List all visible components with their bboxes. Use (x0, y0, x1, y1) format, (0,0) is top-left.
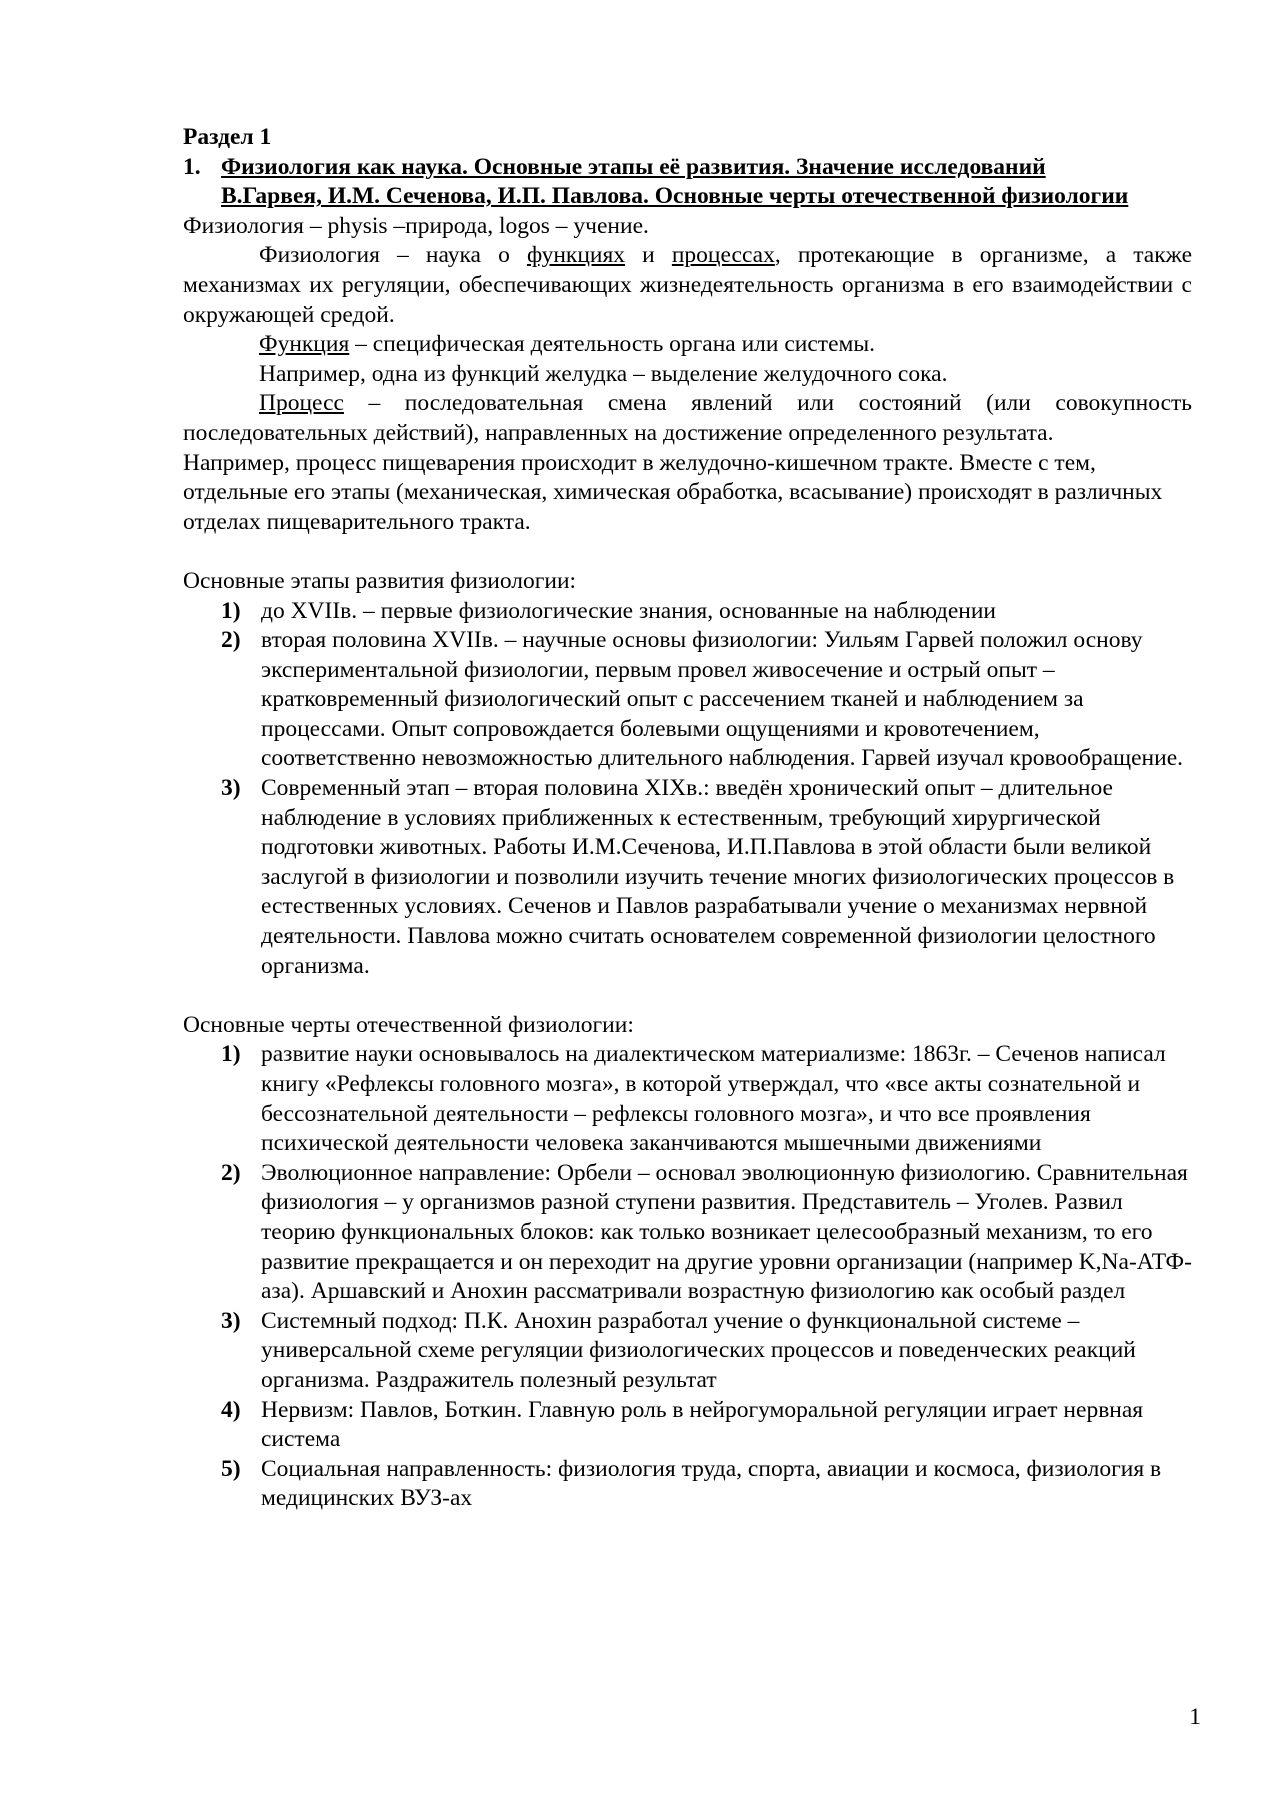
definition-paragraph (183, 241, 1192, 330)
features-list (183, 1040, 1192, 1514)
blank-line (183, 537, 1192, 567)
function-example: Например, одна из функций желудка – выделение желудочного сока. (259, 360, 948, 387)
stages-list (183, 597, 1192, 982)
term-functions: функциях (526, 242, 626, 269)
process-definition: – последовательная смена явлений или состояний (или совокупность последовательных действий), направленных на достижение определенного результата. (183, 390, 1192, 446)
list-item-number: 5) (221, 1455, 241, 1482)
list-item-text: до XVIIв. – первые физиологические знания, основанные на наблюдении (261, 597, 996, 624)
process-example: Например, процесс пищеварения происходит в желудочно-кишечном тракте. Вместе с тем, отдельные его этапы (механическая, химическая обработка, всасывание) происходят в различных отделах пищеварительного тракта. (183, 449, 1163, 535)
list-item (183, 1040, 1192, 1158)
list-item-text: Эволюционное направление: Орбели – основал эволюционную физиологию. Сравнительная физиология – у организмов разной ступени развития. Представитель – Уголев. Развил теорию функциональных блоков: как только возникает целесообразный механизм, то его развитие прекращается и он переходит на другие уровни организации (например K,Na-АТФ-аза). Аршавский и Анохин рассматривали возрастную физиологию как особый раздел (261, 1159, 1192, 1305)
list-item (183, 1159, 1192, 1307)
section-title: Раздел 1 (183, 124, 272, 150)
definition-start: Физиология – наука о (259, 242, 527, 269)
list-item-number: 4) (221, 1396, 241, 1423)
function-paragraph (183, 330, 1192, 360)
list-item-text: Системный подход: П.К. Анохин разработал учение о функциональной системе – универсальной схеме регуляции физиологических процессов и поведенческих реакций организма. Раздражитель полезный результат (261, 1307, 1136, 1393)
list-item (183, 626, 1192, 774)
heading-number: 1. (183, 153, 201, 180)
list-item (183, 774, 1192, 981)
list-item-number: 3) (221, 775, 241, 802)
blank-line (183, 981, 1192, 1011)
etymology-line: Физиология – physis –природа, logos – учение. (183, 212, 649, 239)
definition-and: и (625, 242, 672, 269)
list-item-text: Социальная направленность: физиология труда, спорта, авиации и космоса, физиология в медицинских ВУЗ-ах (261, 1455, 1162, 1512)
list-item (183, 1307, 1192, 1396)
list-item (183, 1455, 1192, 1514)
function-definition: – специфическая деятельность органа или системы. (349, 331, 876, 358)
list-item-number: 1) (221, 597, 241, 624)
list-item-number: 2) (221, 627, 241, 654)
definition-end: , протекающие в организме, а также механизмах их регуляции, обеспечивающих жизнедеятельность организма в его взаимодействии с окружающей средой. (183, 242, 1193, 328)
term-function: Функция (259, 331, 350, 358)
page-number: 1 (1189, 1704, 1201, 1730)
list-item-text: Нервизм: Павлов, Боткин. Главную роль в нейрогуморальной регуляции играет нервная система (261, 1396, 1144, 1453)
list-item-text: Современный этап – вторая половина XIXв.: введён хронический опыт – длительное наблюдение в условиях приближенных к естественным, требующий хирургической подготовки животных. Работы И.М.Сеченова, И.П.Павлова в этой области были великой заслугой в физиологии и позволили изучить течение многих физиологических процессов в естественных условиях. Сеченов и Павлов разрабатывали учение о механизмах нервной деятельности. Павлова можно считать основателем современной физиологии целостного организма. (261, 775, 1175, 979)
list-item-number: 2) (221, 1159, 241, 1186)
list-item-text: вторая половина XVIIв. – научные основы физиологии: Уильям Гарвей положил основу экспериментальной физиологии, первым провел живосечение и острый опыт – кратковременный физиологический опыт с рассечением тканей и наблюдением за процессами. Опыт сопровождается болевыми ощущениями и кровотечением, соответственно невозможностью длительного наблюдения. Гарвей изучал кровообращение. (261, 627, 1184, 772)
list-item-number: 3) (221, 1307, 241, 1334)
features-title: Основные черты отечественной физиологии: (183, 1011, 634, 1038)
stages-title: Основные этапы развития физиологии: (183, 567, 577, 594)
topic-heading (183, 153, 1192, 212)
term-processes: процессах (671, 242, 775, 269)
heading-text: Физиология как наука. Основные этапы её развития. Значение исследований В.Гарвея, И.М. Сеченова, И.П. Павлова. Основные черты отечественной физиологии (221, 153, 1129, 210)
list-item (183, 1396, 1192, 1455)
list-item-text: развитие науки основывалось на диалектическом материализме: 1863г. – Сеченов написал книгу «Рефлексы головного мозга», в которой утверждал, что «все акты сознательной и бессознательной деятельности – рефлексы головного мозга», и что все проявления психической деятельности человека заканчиваются мышечными движениями (261, 1041, 1166, 1157)
document-body (183, 123, 1192, 1514)
process-paragraph (183, 389, 1192, 448)
list-item-number: 1) (221, 1041, 241, 1068)
term-process: Процесс (259, 390, 344, 417)
list-item (183, 597, 1192, 627)
